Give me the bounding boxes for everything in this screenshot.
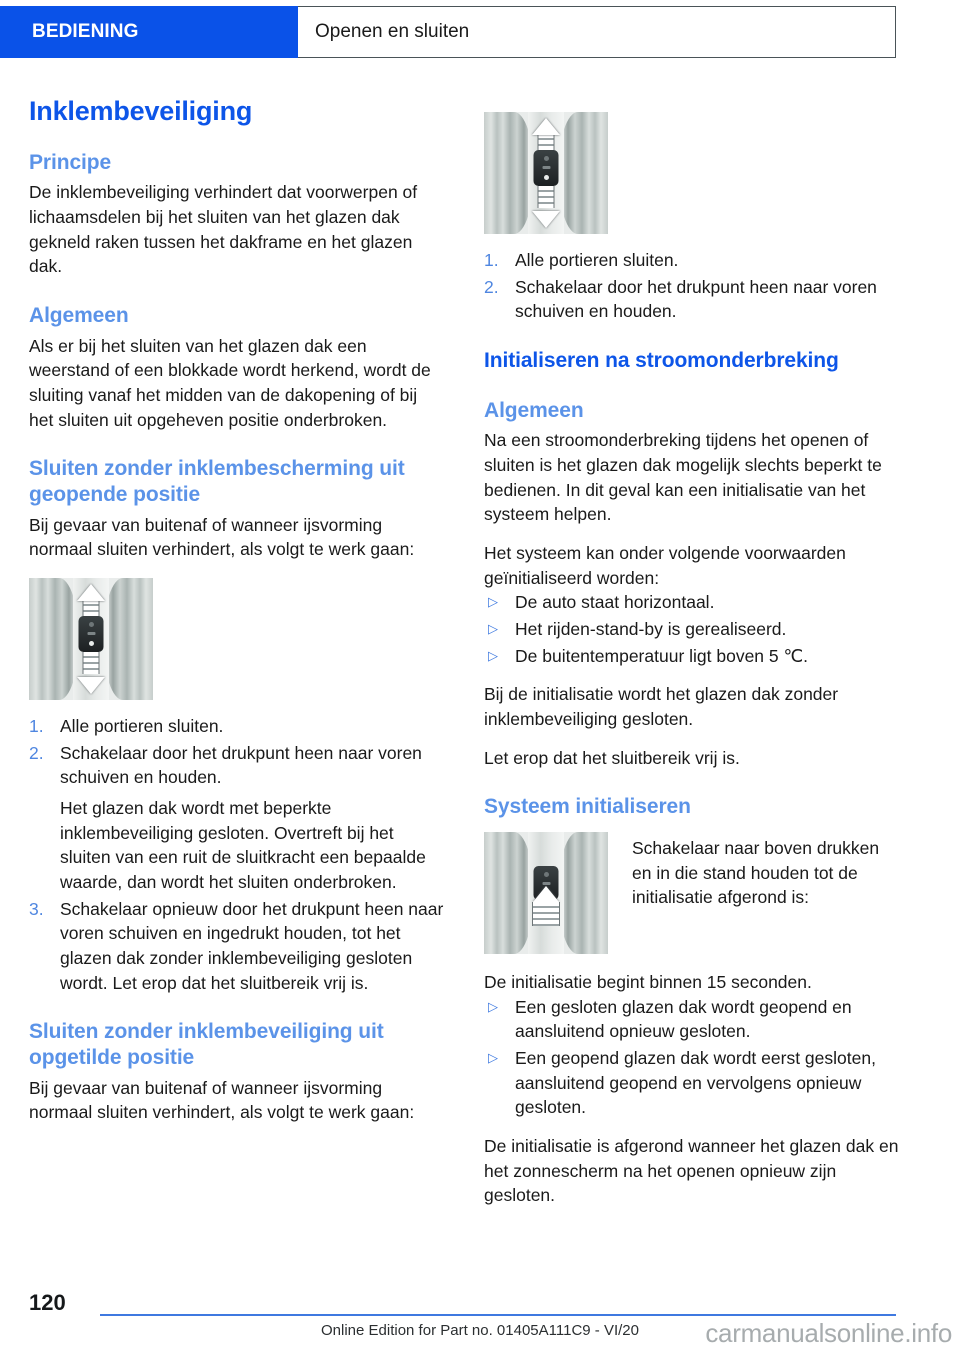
condition-text: De buitentemperatuur ligt boven 5 ℃. (515, 645, 809, 666)
switch-track-up (532, 902, 560, 926)
section-label: Openen en sluiten (315, 21, 470, 42)
list-item (484, 590, 899, 615)
switch-track-down (83, 652, 100, 674)
step-number: 1. (29, 716, 44, 737)
roof-frame-left (484, 112, 534, 234)
switch-symbol-tilt-icon (544, 156, 549, 161)
arrow-up-icon (532, 118, 560, 135)
steps-list-right (484, 248, 899, 324)
paragraph-final-text: De initialisatie is afgerond wanneer het glazen dak en het zonnescherm na het openen opnieuw zijn gesloten. (484, 1135, 899, 1206)
list-item (484, 275, 899, 324)
roof-frame-right (558, 112, 608, 234)
arrow-down-icon (532, 211, 560, 228)
switch-track-down (538, 186, 555, 208)
heading-systeem-initialiseren: Systeem initialiseren (484, 795, 691, 819)
list-item (29, 897, 444, 996)
switch-symbol-dot-icon (89, 641, 94, 646)
condition-text: Het rijden-stand-by is gerealiseerd. (515, 618, 787, 639)
list-item (484, 1046, 899, 1120)
heading-algemeen-right: Algemeen (484, 398, 584, 422)
page-header (0, 6, 896, 58)
roof-frame-left (484, 832, 534, 954)
list-item (484, 995, 899, 1044)
switch-symbol-dot-icon (544, 175, 549, 180)
sunroof-switch-illustration-2 (484, 112, 608, 234)
left-column (29, 96, 444, 1139)
paragraph-algemeen-right-1: Na een stroomonderbreking tijdens het openen of sluiten is het glazen dak mogelijk slechts beperkt te bedienen. In dit geval kan een initialisatie van het systeem helpen. (484, 430, 882, 525)
page-title: Inklembeveiliging (29, 96, 253, 126)
switch-symbol-tilt-icon (544, 872, 549, 877)
chapter-band (0, 6, 298, 58)
switch-symbol-slide-icon (87, 632, 95, 635)
paragraph-begin-text: De initialisatie begint binnen 15 seconden. (484, 971, 812, 992)
page-body (0, 96, 960, 1276)
step-number: 3. (29, 898, 44, 919)
bullet-triangle-icon: ▷ (488, 998, 498, 1014)
paragraph-algemeen-left: Als er bij het sluiten van het glazen dak een weerstand of een blokkade wordt herkend, wordt de sluiting vanaf het midden van de dakopening of bij het sluiten uit opgeheven positie onderbroken. (29, 335, 431, 430)
conditions-list (484, 590, 899, 668)
sunroof-switch (79, 616, 104, 652)
bullet-triangle-icon: ▷ (488, 620, 498, 636)
list-item (484, 617, 899, 642)
condition-text: De auto staat horizontaal. (515, 592, 715, 613)
switch-symbol-slide-icon (542, 882, 550, 885)
paragraph-init-note-1: Bij de initialisatie wordt het glazen dak zonder inklembeveiliging gesloten. (484, 684, 839, 729)
step-text: Alle portieren sluiten. (60, 716, 224, 737)
heading-sluiten-opgetilde-positie: Sluiten zonder inklembeveiliging uit opgetilde positie (29, 1020, 384, 1070)
bullet-triangle-icon: ▷ (488, 647, 498, 663)
heading-principe: Principe (29, 150, 112, 174)
step-number: 2. (484, 276, 499, 297)
heading-initialiseren-na-stroomonderbreking: Initialiseren na stroomonderbreking (484, 349, 839, 373)
chapter-label: BEDIENING (32, 21, 139, 42)
list-item (484, 248, 899, 273)
heading-sluiten-geopende-positie: Sluiten zonder inklembescherming uit geopende positie (29, 457, 405, 507)
sunroof-switch (534, 150, 559, 186)
step-number: 2. (29, 742, 44, 763)
roof-frame-right (103, 578, 153, 700)
step-text: Schakelaar door het drukpunt heen naar voren schuiven en houden. (515, 276, 877, 322)
step-text: Schakelaar opnieuw door het drukpunt heen naar voren schuiven en ingedrukt houden, tot het glazen dak zonder inklembeveiliging gesloten wordt. Let erop dat het sluitbereik vrij is. (60, 898, 444, 993)
step-text: Alle portieren sluiten. (515, 250, 679, 270)
page-footer (0, 1276, 960, 1362)
list-item (484, 644, 899, 669)
outcomes-list (484, 995, 899, 1120)
arrow-down-icon (77, 677, 105, 694)
sunroof-switch-illustration-3 (484, 832, 608, 954)
bullet-triangle-icon: ▷ (488, 594, 498, 610)
paragraph-principe: De inklembeveiliging verhindert dat voorwerpen of lichaamsdelen bij het sluiten van het glazen dak gekneld raken tussen het dakframe en het glazen dak. (29, 182, 418, 277)
list-item (29, 714, 444, 739)
site-watermark: carmanualsonline.info (705, 1318, 952, 1348)
systeem-illustration-row (484, 832, 899, 954)
footer-divider (100, 1314, 896, 1316)
roof-frame-left (29, 578, 79, 700)
step-number: 1. (484, 250, 499, 270)
step-text: Schakelaar door het drukpunt heen naar voren schuiven en houden. (60, 742, 422, 788)
list-item (29, 741, 444, 895)
edition-note: Online Edition for Part no. 01405A111C9 - VI/20 (321, 1322, 639, 1339)
paragraph-init-note-2: Let erop dat het sluitbereik vrij is. (484, 747, 740, 768)
right-column (484, 96, 899, 1222)
arrow-up-icon (533, 886, 559, 902)
bullet-triangle-icon: ▷ (488, 1049, 498, 1065)
outcome-text: Een gesloten glazen dak wordt geopend en aansluitend opnieuw gesloten. (515, 996, 852, 1042)
paragraph-sluiten-geopende-positie: Bij gevaar van buitenaf of wanneer ijsvorming normaal sluiten verhindert, als volgt te werk gaan: (29, 514, 415, 560)
arrow-up-icon (77, 584, 105, 601)
section-box (298, 6, 896, 58)
roof-frame-right (558, 832, 608, 954)
heading-algemeen-left: Algemeen (29, 304, 129, 328)
switch-symbol-slide-icon (542, 166, 550, 169)
switch-symbol-tilt-icon (89, 622, 94, 627)
paragraph-sluiten-opgetilde-positie: Bij gevaar van buitenaf of wanneer ijsvorming normaal sluiten verhindert, als volgt te werk gaan: (29, 1077, 415, 1123)
page-number: 120 (29, 1290, 66, 1315)
sunroof-switch-illustration-1 (29, 578, 153, 700)
systeem-illustration-caption: Schakelaar naar boven drukken en in die stand houden tot de initialisatie afgerond is: (632, 837, 880, 908)
paragraph-algemeen-right-2: Het systeem kan onder volgende voorwaarden geïnitialiseerd worden: (484, 542, 846, 588)
steps-list-left (29, 714, 444, 995)
outcome-text: Een geopend glazen dak wordt eerst gesloten, aansluitend geopend en vervolgens opnieuw gesloten. (515, 1047, 876, 1118)
step-subtext: Het glazen dak wordt met beperkte inklembeveiliging gesloten. Overtreft bij het sluiten van een ruit de sluitkracht een bepaalde waarde, dan wordt het sluiten onderbroken. (60, 798, 426, 893)
